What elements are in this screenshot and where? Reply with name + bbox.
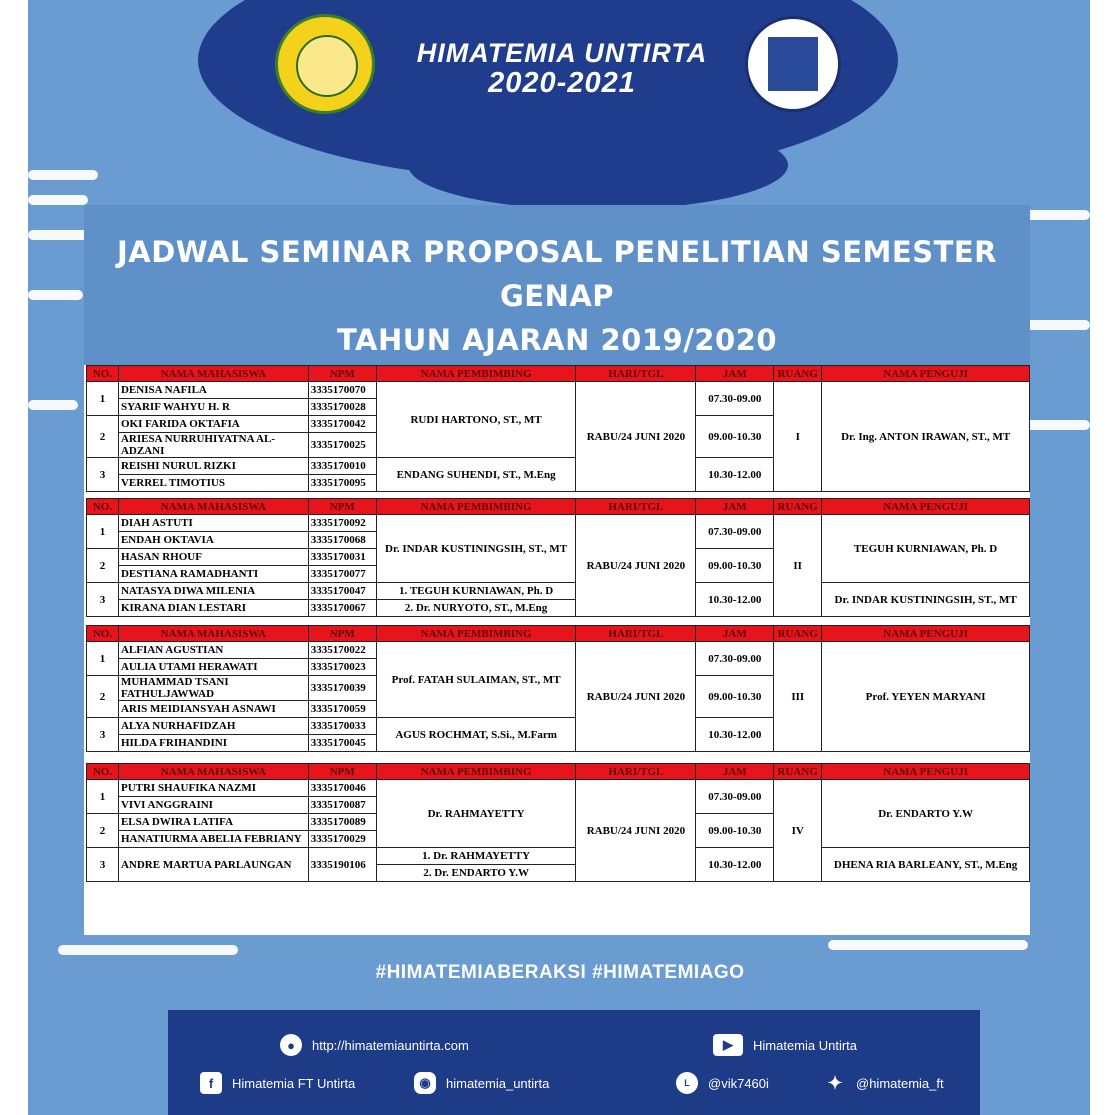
supervisor: Dr. INDAR KUSTININGSIH, ST., MT xyxy=(376,515,576,583)
student-npm: 3335170092 xyxy=(308,515,376,532)
row-no: 1 xyxy=(87,382,119,416)
table-header-row xyxy=(87,366,1030,382)
row-no: 1 xyxy=(87,642,119,676)
col-header-hari: HARI/TGL xyxy=(576,764,696,780)
student-npm: 3335170029 xyxy=(308,831,376,848)
student-name: VERREL TIMOTIUS xyxy=(118,475,308,492)
instagram-link[interactable] xyxy=(414,1072,549,1094)
col-header-npm: NPM xyxy=(308,366,376,382)
col-header-ruang: RUANG xyxy=(774,764,822,780)
untirta-university-logo xyxy=(275,14,375,114)
line-link[interactable] xyxy=(676,1072,769,1094)
supervisor: Dr. RAHMAYETTY xyxy=(376,780,576,848)
session-time: 09.00-10.30 xyxy=(696,416,774,458)
student-npm: 3335170070 xyxy=(308,382,376,399)
twitter-text: @himatemia_ft xyxy=(856,1075,944,1091)
row-no: 1 xyxy=(87,780,119,814)
student-name: ARIS MEIDIANSYAH ASNAWI xyxy=(118,701,308,718)
wave-decoration xyxy=(28,230,88,240)
student-name: ELSA DWIRA LATIFA xyxy=(118,814,308,831)
session-room: III xyxy=(774,642,822,752)
session-time: 07.30-09.00 xyxy=(696,515,774,549)
org-title-line2: 2020-2021 xyxy=(488,67,636,99)
session-date: RABU/24 JUNI 2020 xyxy=(576,382,696,492)
student-npm: 3335170046 xyxy=(308,780,376,797)
himatemia-logo xyxy=(745,16,841,112)
youtube-link[interactable] xyxy=(713,1034,857,1056)
hashtags: #HIMATEMIABERAKSI #HIMATEMIAGO xyxy=(375,962,745,983)
col-header-jam: JAM xyxy=(696,499,774,515)
twitter-icon: ✦ xyxy=(827,1072,843,1093)
student-npm: 3335170068 xyxy=(308,532,376,549)
col-header-no: NO. xyxy=(87,626,119,642)
header-brush-decoration-2 xyxy=(408,120,788,210)
student-name: DIAH ASTUTI xyxy=(118,515,308,532)
session-time: 10.30-12.00 xyxy=(696,458,774,492)
col-header-nama: NAMA MAHASISWA xyxy=(118,626,308,642)
session-time: 09.00-10.30 xyxy=(696,549,774,583)
col-header-pembimbing: NAMA PEMBIMBING xyxy=(376,366,576,382)
student-npm: 3335190106 xyxy=(308,848,376,882)
schedule-table-room-3 xyxy=(86,625,1030,752)
table-header-row xyxy=(87,626,1030,642)
examiner: TEGUH KURNIAWAN, Ph. D xyxy=(822,515,1030,583)
page-title xyxy=(84,230,1030,362)
col-header-nama: NAMA MAHASISWA xyxy=(118,764,308,780)
table-row xyxy=(87,642,1030,659)
student-npm: 3335170033 xyxy=(308,718,376,735)
row-no: 2 xyxy=(87,814,119,848)
footer-contacts xyxy=(168,1010,980,1115)
student-name: MUHAMMAD TSANI FATHULJAWWAD xyxy=(118,676,308,701)
student-npm: 3335170022 xyxy=(308,642,376,659)
student-npm: 3335170010 xyxy=(308,458,376,475)
supervisor: 2. Dr. ENDARTO Y.W xyxy=(376,865,576,882)
col-header-penguji: NAMA PENGUJI xyxy=(822,499,1030,515)
student-name: ANDRE MARTUA PARLAUNGAN xyxy=(118,848,308,882)
row-no: 2 xyxy=(87,416,119,458)
facebook-text: Himatemia FT Untirta xyxy=(232,1075,356,1091)
supervisor: 1. TEGUH KURNIAWAN, Ph. D xyxy=(376,583,576,600)
session-time: 10.30-12.00 xyxy=(696,583,774,617)
website-link[interactable] xyxy=(280,1034,469,1056)
col-header-ruang: RUANG xyxy=(774,499,822,515)
supervisor: AGUS ROCHMAT, S.Si., M.Farm xyxy=(376,718,576,752)
student-name: SYARIF WAHYU H. R xyxy=(118,399,308,416)
schedule-table-room-4 xyxy=(86,763,1030,882)
student-name: NATASYA DIWA MILENIA xyxy=(118,583,308,600)
globe-icon: ● xyxy=(280,1034,302,1056)
session-time: 07.30-09.00 xyxy=(696,382,774,416)
col-header-npm: NPM xyxy=(308,764,376,780)
col-header-jam: JAM xyxy=(696,626,774,642)
student-npm: 3335170028 xyxy=(308,399,376,416)
student-npm: 3335170089 xyxy=(308,814,376,831)
student-name: REISHI NURUL RIZKI xyxy=(118,458,308,475)
col-header-no: NO. xyxy=(87,366,119,382)
student-name: DESTIANA RAMADHANTI xyxy=(118,566,308,583)
instagram-icon: ◉ xyxy=(414,1072,436,1094)
facebook-link[interactable] xyxy=(200,1072,355,1094)
student-npm: 3335170039 xyxy=(308,676,376,701)
student-npm: 3335170025 xyxy=(308,433,376,458)
student-npm: 3335170047 xyxy=(308,583,376,600)
student-npm: 3335170087 xyxy=(308,797,376,814)
session-time: 09.00-10.30 xyxy=(696,676,774,718)
session-time: 10.30-12.00 xyxy=(696,718,774,752)
wave-decoration xyxy=(828,940,1028,950)
col-header-no: NO. xyxy=(87,499,119,515)
col-header-hari: HARI/TGL xyxy=(576,626,696,642)
col-header-jam: JAM xyxy=(696,366,774,382)
facebook-icon: f xyxy=(200,1072,222,1094)
schedule-table-room-1 xyxy=(86,365,1030,492)
col-header-no: NO. xyxy=(87,764,119,780)
student-name: ALYA NURHAFIDZAH xyxy=(118,718,308,735)
student-name: OKI FARIDA OKTAFIA xyxy=(118,416,308,433)
student-npm: 3335170042 xyxy=(308,416,376,433)
table-row xyxy=(87,515,1030,532)
col-header-ruang: RUANG xyxy=(774,366,822,382)
youtube-text: Himatemia Untirta xyxy=(753,1037,858,1053)
supervisor: 1. Dr. RAHMAYETTY xyxy=(376,848,576,865)
website-text: http://himatemiauntirta.com xyxy=(312,1037,469,1053)
schedule-table-room-2 xyxy=(86,498,1030,617)
col-header-nama: NAMA MAHASISWA xyxy=(118,366,308,382)
row-no: 3 xyxy=(87,583,119,617)
col-header-pembimbing: NAMA PEMBIMBING xyxy=(376,626,576,642)
row-no: 3 xyxy=(87,848,119,882)
session-time: 10.30-12.00 xyxy=(696,848,774,882)
student-name: ENDAH OKTAVIA xyxy=(118,532,308,549)
student-name: VIVI ANGGRAINI xyxy=(118,797,308,814)
session-room: I xyxy=(774,382,822,492)
row-no: 3 xyxy=(87,718,119,752)
youtube-icon: ▶ xyxy=(713,1034,743,1056)
session-room: II xyxy=(774,515,822,617)
supervisor: RUDI HARTONO, ST., MT xyxy=(376,382,576,458)
student-name: AULIA UTAMI HERAWATI xyxy=(118,659,308,676)
row-no: 2 xyxy=(87,549,119,583)
line-text: @vik7460i xyxy=(708,1075,769,1091)
col-header-penguji: NAMA PENGUJI xyxy=(822,764,1030,780)
col-header-npm: NPM xyxy=(308,499,376,515)
title-line1: JADWAL SEMINAR PROPOSAL PENELITIAN SEMESTER GENAP xyxy=(116,235,998,313)
student-name: HANATIURMA ABELIA FEBRIANY xyxy=(118,831,308,848)
student-npm: 3335170045 xyxy=(308,735,376,752)
session-date: RABU/24 JUNI 2020 xyxy=(576,642,696,752)
student-name: HASAN RHOUF xyxy=(118,549,308,566)
wave-decoration xyxy=(28,170,98,180)
examiner: Prof. YEYEN MARYANI xyxy=(822,642,1030,752)
supervisor: 2. Dr. NURYOTO, ST., M.Eng xyxy=(376,600,576,617)
twitter-link[interactable] xyxy=(824,1072,944,1094)
wave-decoration xyxy=(28,290,83,300)
examiner: DHENA RIA BARLEANY, ST., M.Eng xyxy=(822,848,1030,882)
col-header-ruang: RUANG xyxy=(774,626,822,642)
student-npm: 3335170077 xyxy=(308,566,376,583)
session-date: RABU/24 JUNI 2020 xyxy=(576,515,696,617)
student-name: KIRANA DIAN LESTARI xyxy=(118,600,308,617)
student-npm: 3335170067 xyxy=(308,600,376,617)
table-row xyxy=(87,583,1030,600)
col-header-pembimbing: NAMA PEMBIMBING xyxy=(376,764,576,780)
row-no: 3 xyxy=(87,458,119,492)
wave-decoration xyxy=(1023,320,1090,330)
session-time: 09.00-10.30 xyxy=(696,814,774,848)
session-room: IV xyxy=(774,780,822,882)
org-title xyxy=(392,38,732,98)
student-name: HILDA FRIHANDINI xyxy=(118,735,308,752)
student-name: ALFIAN AGUSTIAN xyxy=(118,642,308,659)
supervisor: Prof. FATAH SULAIMAN, ST., MT xyxy=(376,642,576,718)
student-npm: 3335170059 xyxy=(308,701,376,718)
student-name: PUTRI SHAUFIKA NAZMI xyxy=(118,780,308,797)
session-date: RABU/24 JUNI 2020 xyxy=(576,780,696,882)
table-row xyxy=(87,382,1030,399)
table-row xyxy=(87,848,1030,865)
student-npm: 3335170031 xyxy=(308,549,376,566)
row-no: 1 xyxy=(87,515,119,549)
student-name: ARIESA NURRUHIYATNA AL-ADZANI xyxy=(118,433,308,458)
examiner: Dr. INDAR KUSTININGSIH, ST., MT xyxy=(822,583,1030,617)
table-header-row xyxy=(87,499,1030,515)
col-header-pembimbing: NAMA PEMBIMBING xyxy=(376,499,576,515)
student-name: DENISA NAFILA xyxy=(118,382,308,399)
examiner: Dr. Ing. ANTON IRAWAN, ST., MT xyxy=(822,382,1030,492)
examiner: Dr. ENDARTO Y.W xyxy=(822,780,1030,848)
table-row xyxy=(87,780,1030,797)
table-header-row xyxy=(87,764,1030,780)
title-line2: TAHUN AJARAN 2019/2020 xyxy=(337,323,777,357)
org-title-line1: HIMATEMIA UNTIRTA xyxy=(416,38,708,68)
line-icon: L xyxy=(676,1072,698,1094)
wave-decoration xyxy=(28,195,88,205)
col-header-penguji: NAMA PENGUJI xyxy=(822,626,1030,642)
col-header-hari: HARI/TGL xyxy=(576,366,696,382)
instagram-text: himatemia_untirta xyxy=(446,1075,550,1091)
col-header-hari: HARI/TGL xyxy=(576,499,696,515)
student-npm: 3335170095 xyxy=(308,475,376,492)
col-header-npm: NPM xyxy=(308,626,376,642)
col-header-nama: NAMA MAHASISWA xyxy=(118,499,308,515)
col-header-penguji: NAMA PENGUJI xyxy=(822,366,1030,382)
student-npm: 3335170023 xyxy=(308,659,376,676)
session-time: 07.30-09.00 xyxy=(696,780,774,814)
wave-decoration xyxy=(28,400,78,410)
row-no: 2 xyxy=(87,676,119,718)
session-time: 07.30-09.00 xyxy=(696,642,774,676)
wave-decoration xyxy=(58,945,238,955)
col-header-jam: JAM xyxy=(696,764,774,780)
supervisor: ENDANG SUHENDI, ST., M.Eng xyxy=(376,458,576,492)
